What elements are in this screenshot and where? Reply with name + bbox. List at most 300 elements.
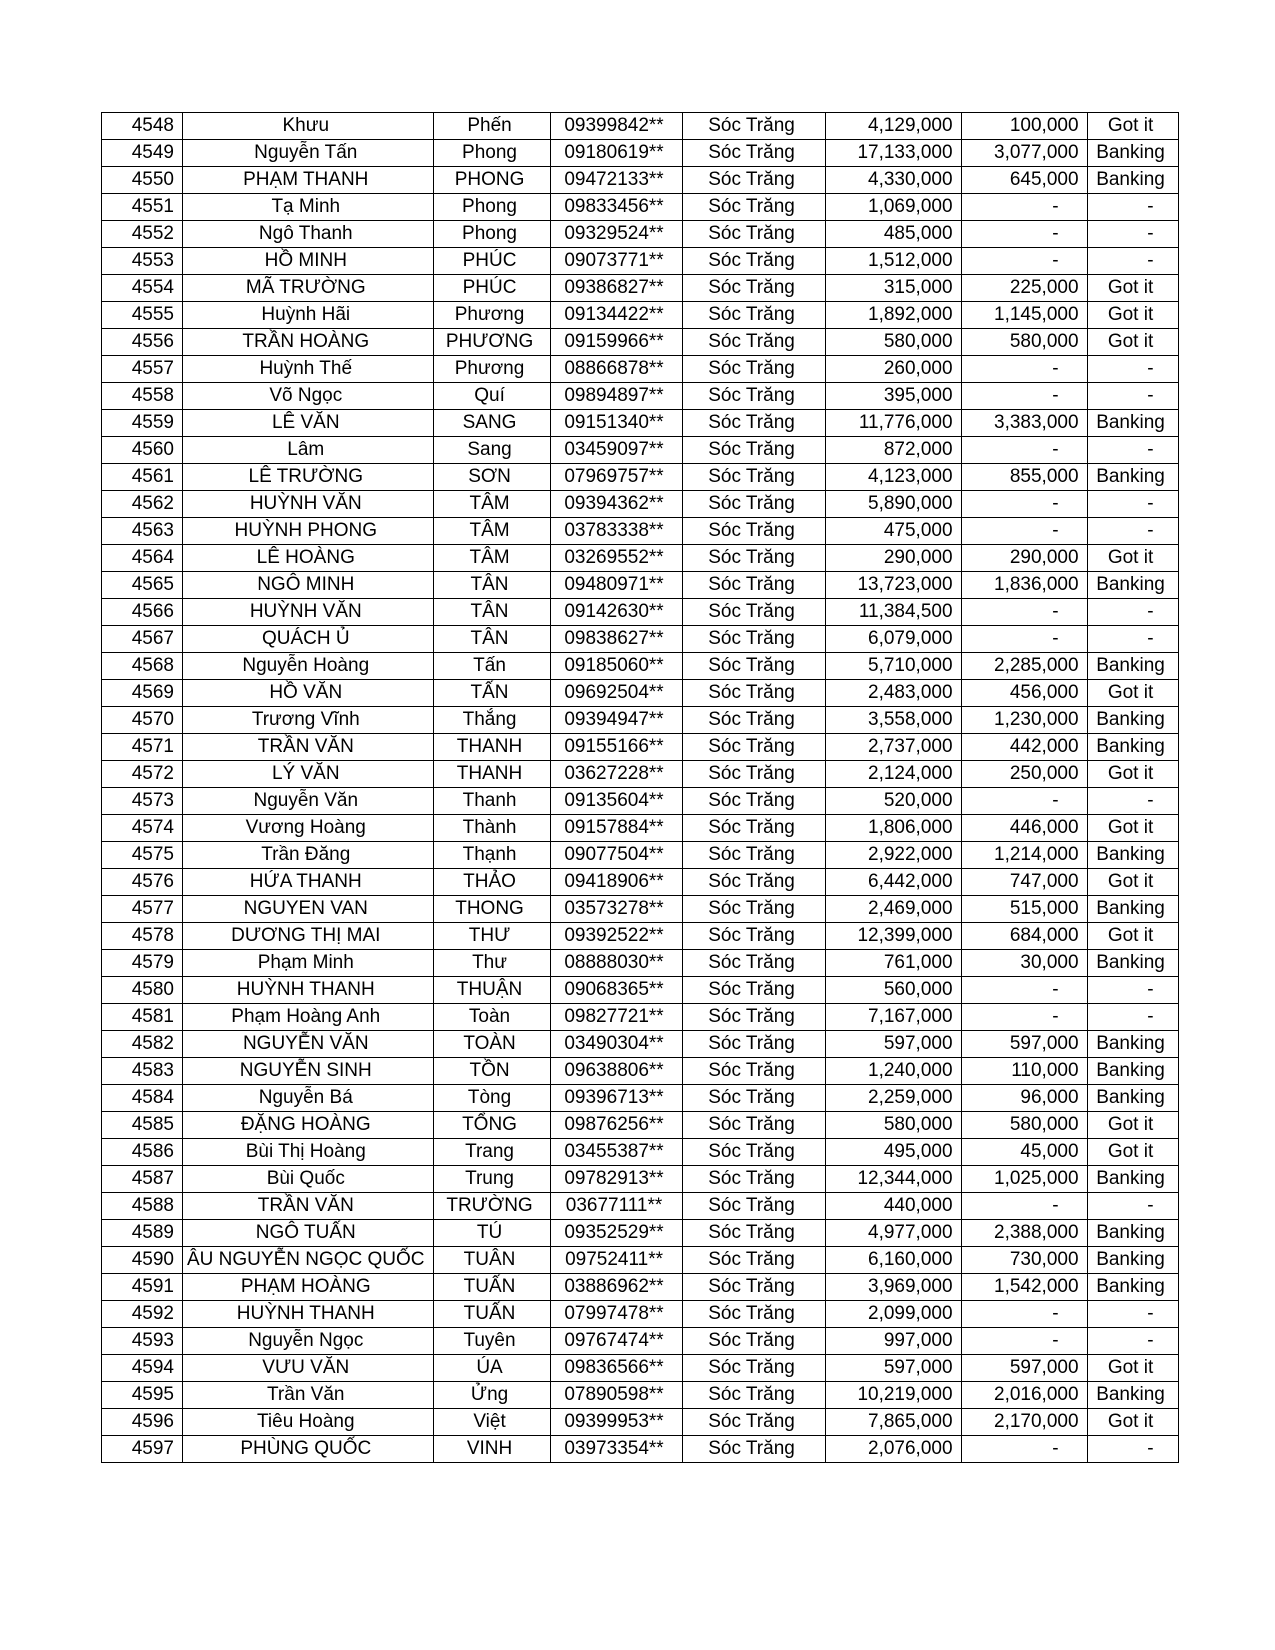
given-name-cell: ÚA <box>433 1355 550 1382</box>
total-amount-cell: 260,000 <box>825 356 961 383</box>
row-number-cell: 4568 <box>102 653 183 680</box>
table-row <box>102 1382 1179 1409</box>
family-name-cell: Bùi Quốc <box>183 1166 434 1193</box>
table-row <box>102 761 1179 788</box>
payment-method-cell: - <box>1087 383 1178 410</box>
paid-amount-cell: 225,000 <box>961 275 1087 302</box>
phone-cell: 09396713** <box>550 1085 682 1112</box>
paid-amount-cell: - <box>961 599 1087 626</box>
phone-cell: 09827721** <box>550 1004 682 1031</box>
payment-method-cell: Got it <box>1087 1355 1178 1382</box>
payment-method-cell: Banking <box>1087 410 1178 437</box>
given-name-cell: THẢO <box>433 869 550 896</box>
payment-method-cell: Got it <box>1087 1139 1178 1166</box>
paid-amount-cell: 2,388,000 <box>961 1220 1087 1247</box>
given-name-cell: Thành <box>433 815 550 842</box>
given-name-cell: TUẤN <box>433 1301 550 1328</box>
total-amount-cell: 2,259,000 <box>825 1085 961 1112</box>
paid-amount-cell: 1,025,000 <box>961 1166 1087 1193</box>
table-row <box>102 896 1179 923</box>
province-cell: Sóc Trăng <box>682 707 825 734</box>
given-name-cell: TOÀN <box>433 1031 550 1058</box>
province-cell: Sóc Trăng <box>682 1139 825 1166</box>
family-name-cell: NGUYỄN SINH <box>183 1058 434 1085</box>
given-name-cell: THUẬN <box>433 977 550 1004</box>
row-number-cell: 4563 <box>102 518 183 545</box>
phone-cell: 07890598** <box>550 1382 682 1409</box>
total-amount-cell: 2,483,000 <box>825 680 961 707</box>
province-cell: Sóc Trăng <box>682 1166 825 1193</box>
phone-cell: 09394947** <box>550 707 682 734</box>
total-amount-cell: 6,079,000 <box>825 626 961 653</box>
given-name-cell: THONG <box>433 896 550 923</box>
family-name-cell: LÊ HOÀNG <box>183 545 434 572</box>
table-row <box>102 545 1179 572</box>
family-name-cell: Ngô Thanh <box>183 221 434 248</box>
row-number-cell: 4590 <box>102 1247 183 1274</box>
given-name-cell: Thanh <box>433 788 550 815</box>
payment-method-cell: Banking <box>1087 140 1178 167</box>
phone-cell: 09068365** <box>550 977 682 1004</box>
total-amount-cell: 5,890,000 <box>825 491 961 518</box>
given-name-cell: TÂN <box>433 572 550 599</box>
given-name-cell: TÂN <box>433 599 550 626</box>
row-number-cell: 4578 <box>102 923 183 950</box>
paid-amount-cell: - <box>961 491 1087 518</box>
province-cell: Sóc Trăng <box>682 518 825 545</box>
family-name-cell: Huỳnh Thế <box>183 356 434 383</box>
paid-amount-cell: - <box>961 356 1087 383</box>
payment-method-cell: Banking <box>1087 464 1178 491</box>
family-name-cell: Nguyễn Tấn <box>183 140 434 167</box>
paid-amount-cell: - <box>961 437 1087 464</box>
phone-cell: 09159966** <box>550 329 682 356</box>
row-number-cell: 4575 <box>102 842 183 869</box>
given-name-cell: SƠN <box>433 464 550 491</box>
phone-cell: 09399842** <box>550 113 682 140</box>
payment-method-cell: Got it <box>1087 815 1178 842</box>
family-name-cell: Nguyễn Hoàng <box>183 653 434 680</box>
table-row <box>102 815 1179 842</box>
given-name-cell: TÂM <box>433 518 550 545</box>
paid-amount-cell: - <box>961 518 1087 545</box>
given-name-cell: Thạnh <box>433 842 550 869</box>
payment-method-cell: - <box>1087 491 1178 518</box>
family-name-cell: Nguyễn Văn <box>183 788 434 815</box>
row-number-cell: 4554 <box>102 275 183 302</box>
given-name-cell: Tấn <box>433 653 550 680</box>
total-amount-cell: 2,469,000 <box>825 896 961 923</box>
table-row <box>102 599 1179 626</box>
province-cell: Sóc Trăng <box>682 1274 825 1301</box>
family-name-cell: HUỲNH PHONG <box>183 518 434 545</box>
row-number-cell: 4593 <box>102 1328 183 1355</box>
payment-method-cell: Got it <box>1087 761 1178 788</box>
payment-method-cell: Banking <box>1087 1247 1178 1274</box>
paid-amount-cell: 456,000 <box>961 680 1087 707</box>
given-name-cell: Sang <box>433 437 550 464</box>
province-cell: Sóc Trăng <box>682 815 825 842</box>
payment-method-cell: Got it <box>1087 1112 1178 1139</box>
total-amount-cell: 4,977,000 <box>825 1220 961 1247</box>
given-name-cell: PHƯƠNG <box>433 329 550 356</box>
family-name-cell: LÊ VĂN <box>183 410 434 437</box>
paid-amount-cell: 1,230,000 <box>961 707 1087 734</box>
family-name-cell: Tiêu Hoàng <box>183 1409 434 1436</box>
family-name-cell: PHẠM HOÀNG <box>183 1274 434 1301</box>
total-amount-cell: 485,000 <box>825 221 961 248</box>
payment-method-cell: Got it <box>1087 1409 1178 1436</box>
table-row <box>102 437 1179 464</box>
row-number-cell: 4566 <box>102 599 183 626</box>
given-name-cell: TÂM <box>433 545 550 572</box>
phone-cell: 09157884** <box>550 815 682 842</box>
family-name-cell: Bùi Thị Hoàng <box>183 1139 434 1166</box>
row-number-cell: 4559 <box>102 410 183 437</box>
row-number-cell: 4580 <box>102 977 183 1004</box>
phone-cell: 03627228** <box>550 761 682 788</box>
payment-method-cell: Banking <box>1087 707 1178 734</box>
row-number-cell: 4582 <box>102 1031 183 1058</box>
row-number-cell: 4576 <box>102 869 183 896</box>
family-name-cell: NGUYEN VAN <box>183 896 434 923</box>
family-name-cell: TRẦN HOÀNG <box>183 329 434 356</box>
table-row <box>102 1058 1179 1085</box>
family-name-cell: Trần Văn <box>183 1382 434 1409</box>
payment-method-cell: - <box>1087 1328 1178 1355</box>
table-row <box>102 167 1179 194</box>
payment-method-cell: - <box>1087 1004 1178 1031</box>
family-name-cell: TRẦN VĂN <box>183 1193 434 1220</box>
phone-cell: 03269552** <box>550 545 682 572</box>
row-number-cell: 4565 <box>102 572 183 599</box>
phone-cell: 09142630** <box>550 599 682 626</box>
family-name-cell: LÊ TRƯỜNG <box>183 464 434 491</box>
table-row <box>102 1328 1179 1355</box>
table-row <box>102 1301 1179 1328</box>
row-number-cell: 4569 <box>102 680 183 707</box>
province-cell: Sóc Trăng <box>682 302 825 329</box>
province-cell: Sóc Trăng <box>682 545 825 572</box>
given-name-cell: TỔNG <box>433 1112 550 1139</box>
row-number-cell: 4560 <box>102 437 183 464</box>
province-cell: Sóc Trăng <box>682 1409 825 1436</box>
row-number-cell: 4551 <box>102 194 183 221</box>
payment-method-cell: Banking <box>1087 1058 1178 1085</box>
paid-amount-cell: 96,000 <box>961 1085 1087 1112</box>
total-amount-cell: 3,558,000 <box>825 707 961 734</box>
province-cell: Sóc Trăng <box>682 1301 825 1328</box>
province-cell: Sóc Trăng <box>682 167 825 194</box>
paid-amount-cell: 30,000 <box>961 950 1087 977</box>
paid-amount-cell: 3,077,000 <box>961 140 1087 167</box>
province-cell: Sóc Trăng <box>682 572 825 599</box>
paid-amount-cell: 580,000 <box>961 1112 1087 1139</box>
row-number-cell: 4549 <box>102 140 183 167</box>
given-name-cell: TÚ <box>433 1220 550 1247</box>
given-name-cell: TÂN <box>433 626 550 653</box>
total-amount-cell: 13,723,000 <box>825 572 961 599</box>
total-amount-cell: 1,806,000 <box>825 815 961 842</box>
paid-amount-cell: 110,000 <box>961 1058 1087 1085</box>
family-name-cell: Nguyễn Ngọc <box>183 1328 434 1355</box>
table-row <box>102 410 1179 437</box>
row-number-cell: 4558 <box>102 383 183 410</box>
phone-cell: 09392522** <box>550 923 682 950</box>
family-name-cell: QUÁCH Ủ <box>183 626 434 653</box>
payment-method-cell: Got it <box>1087 113 1178 140</box>
total-amount-cell: 12,344,000 <box>825 1166 961 1193</box>
phone-cell: 09782913** <box>550 1166 682 1193</box>
given-name-cell: Phến <box>433 113 550 140</box>
paid-amount-cell: - <box>961 1301 1087 1328</box>
given-name-cell: TRƯỜNG <box>433 1193 550 1220</box>
phone-cell: 09151340** <box>550 410 682 437</box>
table-row <box>102 572 1179 599</box>
payment-method-cell: Got it <box>1087 302 1178 329</box>
paid-amount-cell: - <box>961 194 1087 221</box>
payment-method-cell: - <box>1087 1301 1178 1328</box>
row-number-cell: 4548 <box>102 113 183 140</box>
paid-amount-cell: - <box>961 1004 1087 1031</box>
table-row <box>102 1355 1179 1382</box>
given-name-cell: TUẤN <box>433 1274 550 1301</box>
province-cell: Sóc Trăng <box>682 977 825 1004</box>
province-cell: Sóc Trăng <box>682 1031 825 1058</box>
table-row <box>102 1436 1179 1463</box>
family-name-cell: HỨA THANH <box>183 869 434 896</box>
row-number-cell: 4571 <box>102 734 183 761</box>
phone-cell: 09394362** <box>550 491 682 518</box>
table-row <box>102 248 1179 275</box>
table-row <box>102 491 1179 518</box>
paid-amount-cell: 597,000 <box>961 1355 1087 1382</box>
payment-method-cell: - <box>1087 221 1178 248</box>
given-name-cell: Phương <box>433 302 550 329</box>
phone-cell: 09134422** <box>550 302 682 329</box>
row-number-cell: 4589 <box>102 1220 183 1247</box>
phone-cell: 03573278** <box>550 896 682 923</box>
total-amount-cell: 10,219,000 <box>825 1382 961 1409</box>
phone-cell: 08866878** <box>550 356 682 383</box>
row-number-cell: 4579 <box>102 950 183 977</box>
given-name-cell: Việt <box>433 1409 550 1436</box>
phone-cell: 09838627** <box>550 626 682 653</box>
given-name-cell: Phương <box>433 356 550 383</box>
total-amount-cell: 2,737,000 <box>825 734 961 761</box>
given-name-cell: THƯ <box>433 923 550 950</box>
given-name-cell: Ửng <box>433 1382 550 1409</box>
payment-method-cell: - <box>1087 437 1178 464</box>
table-row <box>102 1112 1179 1139</box>
table-row <box>102 1139 1179 1166</box>
table-row <box>102 1409 1179 1436</box>
total-amount-cell: 997,000 <box>825 1328 961 1355</box>
row-number-cell: 4587 <box>102 1166 183 1193</box>
family-name-cell: ĐẶNG HOÀNG <box>183 1112 434 1139</box>
phone-cell: 09833456** <box>550 194 682 221</box>
payment-method-cell: - <box>1087 626 1178 653</box>
table-row <box>102 923 1179 950</box>
phone-cell: 09894897** <box>550 383 682 410</box>
paid-amount-cell: 2,170,000 <box>961 1409 1087 1436</box>
row-number-cell: 4591 <box>102 1274 183 1301</box>
total-amount-cell: 6,442,000 <box>825 869 961 896</box>
paid-amount-cell: - <box>961 383 1087 410</box>
phone-cell: 09185060** <box>550 653 682 680</box>
phone-cell: 09836566** <box>550 1355 682 1382</box>
phone-cell: 09480971** <box>550 572 682 599</box>
paid-amount-cell: 100,000 <box>961 113 1087 140</box>
payment-method-cell: Got it <box>1087 923 1178 950</box>
total-amount-cell: 2,922,000 <box>825 842 961 869</box>
family-name-cell: NGÔ MINH <box>183 572 434 599</box>
payment-method-cell: - <box>1087 977 1178 1004</box>
payment-method-cell: Banking <box>1087 572 1178 599</box>
paid-amount-cell: 580,000 <box>961 329 1087 356</box>
phone-cell: 09352529** <box>550 1220 682 1247</box>
total-amount-cell: 2,076,000 <box>825 1436 961 1463</box>
family-name-cell: Phạm Hoàng Anh <box>183 1004 434 1031</box>
province-cell: Sóc Trăng <box>682 140 825 167</box>
phone-cell: 03459097** <box>550 437 682 464</box>
total-amount-cell: 1,069,000 <box>825 194 961 221</box>
phone-cell: 03973354** <box>550 1436 682 1463</box>
province-cell: Sóc Trăng <box>682 464 825 491</box>
payment-method-cell: Banking <box>1087 653 1178 680</box>
given-name-cell: PHÚC <box>433 275 550 302</box>
row-number-cell: 4597 <box>102 1436 183 1463</box>
province-cell: Sóc Trăng <box>682 1355 825 1382</box>
paid-amount-cell: - <box>961 1328 1087 1355</box>
total-amount-cell: 1,512,000 <box>825 248 961 275</box>
total-amount-cell: 7,865,000 <box>825 1409 961 1436</box>
total-amount-cell: 5,710,000 <box>825 653 961 680</box>
payment-method-cell: - <box>1087 788 1178 815</box>
paid-amount-cell: 855,000 <box>961 464 1087 491</box>
province-cell: Sóc Trăng <box>682 680 825 707</box>
given-name-cell: Tuyên <box>433 1328 550 1355</box>
total-amount-cell: 580,000 <box>825 329 961 356</box>
row-number-cell: 4562 <box>102 491 183 518</box>
table-row <box>102 140 1179 167</box>
row-number-cell: 4584 <box>102 1085 183 1112</box>
row-number-cell: 4577 <box>102 896 183 923</box>
province-cell: Sóc Trăng <box>682 491 825 518</box>
family-name-cell: Trương Vĩnh <box>183 707 434 734</box>
row-number-cell: 4561 <box>102 464 183 491</box>
total-amount-cell: 11,384,500 <box>825 599 961 626</box>
family-name-cell: MÃ TRƯỜNG <box>183 275 434 302</box>
paid-amount-cell: - <box>961 626 1087 653</box>
family-name-cell: Trần Đăng <box>183 842 434 869</box>
phone-cell: 09399953** <box>550 1409 682 1436</box>
payment-method-cell: Banking <box>1087 950 1178 977</box>
table-row <box>102 788 1179 815</box>
row-number-cell: 4594 <box>102 1355 183 1382</box>
phone-cell: 09077504** <box>550 842 682 869</box>
family-name-cell: Võ Ngọc <box>183 383 434 410</box>
given-name-cell: Trang <box>433 1139 550 1166</box>
payment-method-cell: - <box>1087 356 1178 383</box>
family-name-cell: ÂU NGUYỄN NGỌC QUỐC <box>183 1247 434 1274</box>
paid-amount-cell: - <box>961 1436 1087 1463</box>
table-row <box>102 113 1179 140</box>
total-amount-cell: 4,330,000 <box>825 167 961 194</box>
phone-cell: 09386827** <box>550 275 682 302</box>
family-name-cell: PHẠM THANH <box>183 167 434 194</box>
row-number-cell: 4556 <box>102 329 183 356</box>
province-cell: Sóc Trăng <box>682 1247 825 1274</box>
family-name-cell: NGÔ TUẤN <box>183 1220 434 1247</box>
province-cell: Sóc Trăng <box>682 1382 825 1409</box>
table-row <box>102 275 1179 302</box>
given-name-cell: Thư <box>433 950 550 977</box>
province-cell: Sóc Trăng <box>682 248 825 275</box>
payment-method-cell: - <box>1087 1193 1178 1220</box>
province-cell: Sóc Trăng <box>682 896 825 923</box>
table-row <box>102 950 1179 977</box>
family-name-cell: DƯƠNG THỊ MAI <box>183 923 434 950</box>
table-row <box>102 842 1179 869</box>
given-name-cell: Tòng <box>433 1085 550 1112</box>
paid-amount-cell: 515,000 <box>961 896 1087 923</box>
row-number-cell: 4572 <box>102 761 183 788</box>
paid-amount-cell: - <box>961 1193 1087 1220</box>
total-amount-cell: 520,000 <box>825 788 961 815</box>
province-cell: Sóc Trăng <box>682 1112 825 1139</box>
paid-amount-cell: 645,000 <box>961 167 1087 194</box>
row-number-cell: 4553 <box>102 248 183 275</box>
phone-cell: 03455387** <box>550 1139 682 1166</box>
paid-amount-cell: 2,285,000 <box>961 653 1087 680</box>
phone-cell: 09767474** <box>550 1328 682 1355</box>
total-amount-cell: 290,000 <box>825 545 961 572</box>
table-row <box>102 383 1179 410</box>
given-name-cell: PHONG <box>433 167 550 194</box>
total-amount-cell: 560,000 <box>825 977 961 1004</box>
table-row <box>102 1193 1179 1220</box>
row-number-cell: 4592 <box>102 1301 183 1328</box>
payment-method-cell: - <box>1087 518 1178 545</box>
table-row <box>102 329 1179 356</box>
payment-method-cell: Banking <box>1087 1031 1178 1058</box>
row-number-cell: 4595 <box>102 1382 183 1409</box>
province-cell: Sóc Trăng <box>682 788 825 815</box>
province-cell: Sóc Trăng <box>682 599 825 626</box>
payment-method-cell: Got it <box>1087 275 1178 302</box>
phone-cell: 07997478** <box>550 1301 682 1328</box>
phone-cell: 09638806** <box>550 1058 682 1085</box>
given-name-cell: TẤN <box>433 680 550 707</box>
table-row <box>102 707 1179 734</box>
total-amount-cell: 1,892,000 <box>825 302 961 329</box>
row-number-cell: 4583 <box>102 1058 183 1085</box>
paid-amount-cell: 442,000 <box>961 734 1087 761</box>
total-amount-cell: 7,167,000 <box>825 1004 961 1031</box>
province-cell: Sóc Trăng <box>682 329 825 356</box>
paid-amount-cell: 1,542,000 <box>961 1274 1087 1301</box>
family-name-cell: VƯU VĂN <box>183 1355 434 1382</box>
row-number-cell: 4564 <box>102 545 183 572</box>
payment-method-cell: Banking <box>1087 734 1178 761</box>
total-amount-cell: 4,123,000 <box>825 464 961 491</box>
paid-amount-cell: 3,383,000 <box>961 410 1087 437</box>
total-amount-cell: 12,399,000 <box>825 923 961 950</box>
table-row <box>102 1031 1179 1058</box>
payment-method-cell: Banking <box>1087 1085 1178 1112</box>
family-name-cell: LÝ VĂN <box>183 761 434 788</box>
